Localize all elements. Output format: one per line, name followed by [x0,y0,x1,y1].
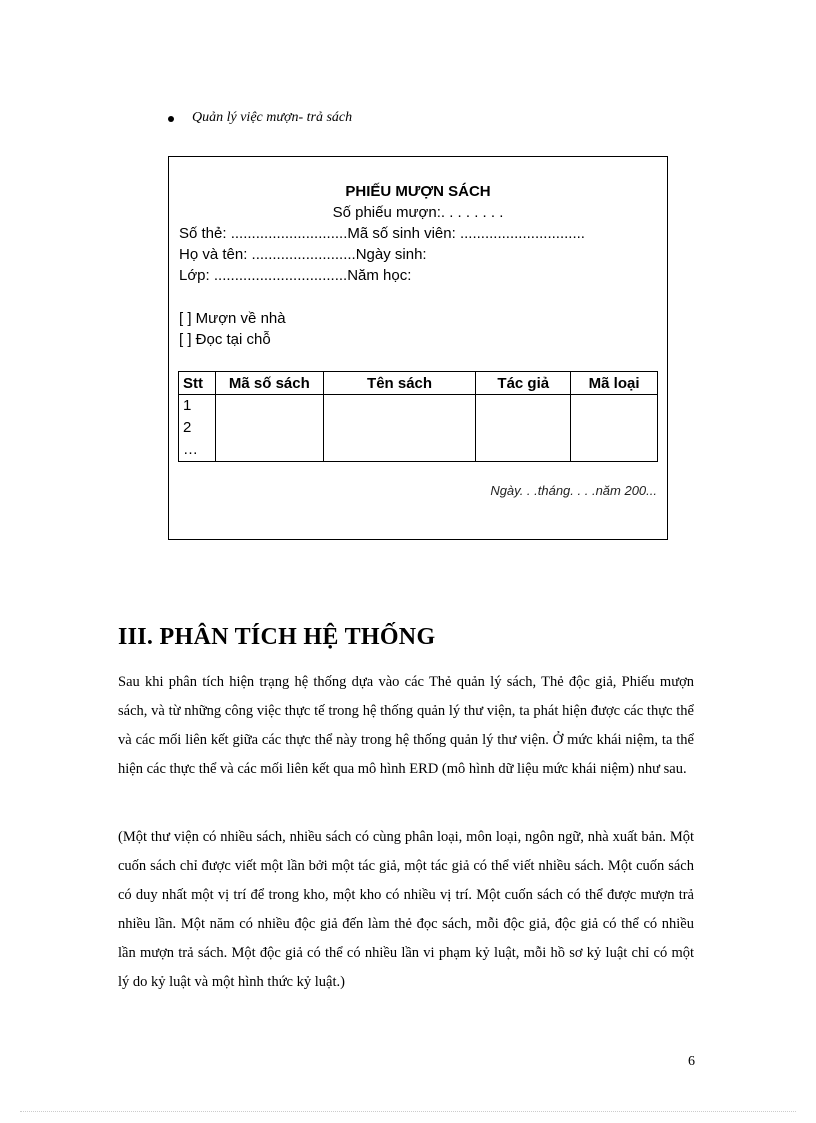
stt-value: … [183,441,198,458]
slip-number-line: Số phiếu mượn:. . . . . . . . [332,204,504,221]
class-line: Lớp: ................................Năm học: [179,267,412,284]
section-heading: III. PHÂN TÍCH HỆ THỐNG [118,624,436,650]
page-number: 6 [688,1054,695,1069]
col-book-code-header: Mã số sách [215,372,323,395]
date-line: Ngày. . .tháng. . . .năm 200... [490,483,657,498]
form-title: PHIẾU MƯỢN SÁCH [345,183,491,200]
name-line: Họ và tên: .........................Ngày sinh: [179,246,427,263]
loan-slip-form [168,156,668,540]
page-bottom-divider [20,1111,796,1112]
category-code-cell [571,395,658,462]
col-author-header: Tác giả [476,372,571,395]
book-title-cell [323,395,476,462]
col-book-title-header: Tên sách [323,372,476,395]
option-borrow-home: [ ] Mượn về nhà [179,310,286,327]
loan-table [178,371,658,462]
bullet-text: Quản lý việc mượn- trả sách [192,110,353,125]
bullet-dot-icon [168,116,174,122]
col-stt-header: Stt [179,372,216,395]
book-code-cell [215,395,323,462]
stt-value: 1 [183,397,192,414]
paragraph-analysis: Sau khi phân tích hiện trạng hệ thống dựa vào các Thẻ quản lý sách, Thẻ độc giả, Phiếu mượn sách, và từ những công việc thực tế trong hệ thống quản lý thư viện, ta phát hiện được các thực thể và các mối liên kết giữa các thực thể này trong hệ thống quản lý thư viện. Ở mức khái niệm, ta thể hiện các thực thể và các mối liên kết qua mô hình ERD (mô hình dữ liệu mức khái niệm) như sau. [118,674,694,777]
author-cell [476,395,571,462]
stt-cell [179,395,216,462]
table-header-row [179,372,658,395]
option-read-onsite: [ ] Đọc tại chỗ [179,331,271,348]
stt-value: 2 [183,419,192,436]
table-row [179,395,658,462]
col-category-code-header: Mã loại [571,372,658,395]
card-number-line: Số thẻ: ............................Mã số sinh viên: .............................. [179,225,585,242]
paragraph-rules: (Một thư viện có nhiều sách, nhiều sách có cùng phân loại, môn loại, ngôn ngữ, nhà xuất bản. Một cuốn sách chỉ được viết một lần bởi một tác giả, một tác giả có thể viết nhiều sách. Một cuốn sách có duy nhất một vị trí để trong kho, một kho có nhiều vị trí. Một cuốn sách có thể được mượn trả nhiều lần. Một năm có nhiều độc giả đến làm thẻ đọc sách, mỗi độc giả, độc giả có thể có nhiều lần mượn trả sách. Một độc giả có thể có nhiều lần vi phạm kỷ luật, mỗi hồ sơ kỷ luật chỉ có một lý do kỷ luật và một hình thức kỷ luật.) [118,829,694,990]
